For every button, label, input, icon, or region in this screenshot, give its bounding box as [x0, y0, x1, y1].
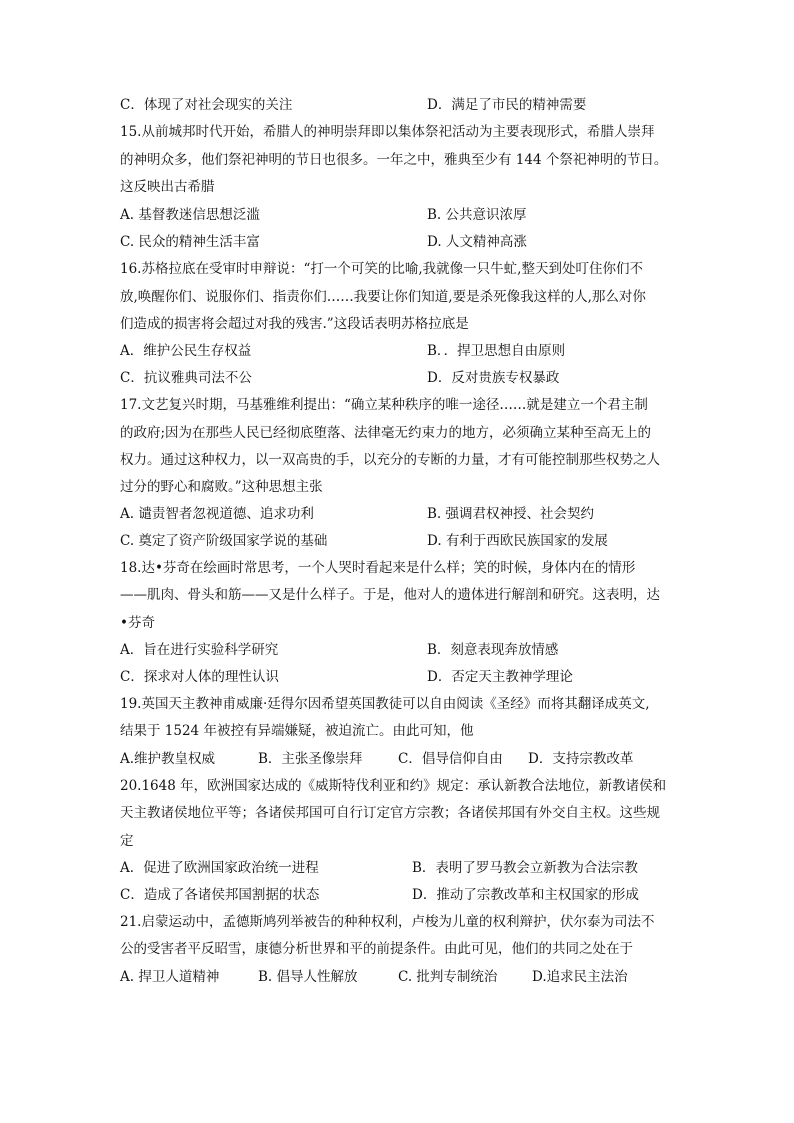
q21-option-d: D.追求民主法治 — [532, 969, 628, 985]
q18-stem-line: 18.达•芬奇在绘画时常思考，一个人哭时看起来是什么样；笑的时候，身体内在的情形 — [120, 560, 636, 576]
q16-stem-line: 16.苏格拉底在受审时申辩说：“打一个可笑的比喻,我就像一只牛虻,整天到处叮住你们不 — [120, 261, 643, 277]
q18-stem-line: ——肌肉、骨头和筋——又是什么样子。于是，他对人的遗体进行解剖和研究。这表明，达 — [120, 587, 660, 603]
q16-stem-line: 们造成的损害将会超过对我的残害.”这段话表明苏格拉底是 — [120, 316, 469, 332]
q17-option-b: B. 强调君权神授、社会契约 — [427, 506, 595, 522]
q15-stem-line: 15.从前城邦时代开始，希腊人的神明崇拜即以集体祭祀活动为主要表现形式，希腊人崇拜 — [120, 124, 655, 140]
q19-stem-line: 19.英国天主教神甫威廉·廷得尔因希望英国教徒可以自由阅读《圣经》而将其翻译成英文, — [120, 696, 650, 712]
q16-option-b: B．．捍卫思想自由原则 — [427, 343, 566, 359]
q17-stem-line: 的政府;因为在那些人民已经彻底堕落、法律毫无约束力的地方，必须确立某种至高无上的 — [120, 425, 652, 441]
q18-option-a: A．旨在进行实验科学研究 — [120, 642, 279, 658]
q21-stem-line: 21.启蒙运动中，孟德斯鸠列举被告的种种权利，卢梭为儿童的权利辩护，伏尔泰为司法不 — [120, 914, 655, 930]
q16-option-a: A．维护公民生存权益 — [120, 343, 252, 359]
q19-option-a: A.维护教皇权威 — [120, 751, 216, 767]
q15-option-b: B. 公共意识浓厚 — [427, 207, 527, 223]
q19-option-c: C．倡导信仰自由 — [398, 751, 503, 767]
q21-option-a: A. 捍卫人道精神 — [120, 969, 220, 985]
q16-stem-line: 放,唤醒你们、说服你们、指责你们……我要让你们知道,要是杀死像我这样的人,那么对你 — [120, 289, 646, 305]
q14-option-d: D．满足了市民的精神需要 — [427, 97, 587, 113]
q19-option-b: B．主张圣像崇拜 — [258, 751, 363, 767]
q20-stem-line: 20.1648 年，欧洲国家达成的《威斯特伐利亚和约》规定：承认新教合法地位，新教诸侯和 — [120, 778, 667, 794]
q19-stem-line: 结果于 1524 年被控有异端嫌疑，被迫流亡。由此可知，他 — [120, 723, 474, 739]
q18-option-c: C．探求对人体的理性认识 — [120, 669, 279, 685]
q17-stem-line: 17.文艺复兴时期，马基雅维利提出：“确立某种秩序的唯一途径……就是建立一个君主制 — [120, 397, 648, 413]
q15-option-a: A. 基督教迷信思想泛滥 — [120, 207, 260, 223]
q20-option-b: B．表明了罗马教会立新教为合法宗教 — [412, 860, 638, 876]
q19-option-d: D．支持宗教改革 — [528, 751, 634, 767]
q15-stem-line: 这反映出古希腊 — [120, 179, 215, 195]
q17-stem-line: 过分的野心和腐败。”这种思想主张 — [120, 479, 323, 495]
q16-option-d: D．反对贵族专权暴政 — [427, 370, 560, 386]
q18-stem-line: •芬奇 — [120, 615, 155, 631]
q21-option-c: C. 批判专制统治 — [398, 969, 498, 985]
q20-option-c: C．造成了各诸侯邦国割据的状态 — [120, 887, 320, 903]
q15-stem-line: 的神明众多，他们祭祀神明的节日也很多。一年之中，雅典至少有 144 个祭祀神明的节日。 — [120, 152, 668, 168]
q20-option-a: A．促进了欧洲国家政治统一进程 — [120, 860, 319, 876]
q18-option-b: B．刻意表现奔放情感 — [427, 642, 559, 658]
q15-option-c: C. 民众的精神生活丰富 — [120, 234, 260, 250]
q14-option-c: C．体现了对社会现实的关注 — [120, 97, 293, 113]
q18-option-d: D．否定天主教神学理论 — [427, 669, 573, 685]
q20-stem-line: 天主教诸侯地位平等；各诸侯邦国可自行订定官方宗教；各诸侯邦国有外交自主权。这些规 — [120, 805, 660, 821]
q20-option-d: D．推动了宗教改革和主权国家的形成 — [412, 887, 639, 903]
q17-option-d: D. 有利于西欧民族国家的发展 — [427, 533, 608, 549]
q15-option-d: D. 人文精神高涨 — [427, 234, 527, 250]
q21-option-b: B. 倡导人性解放 — [258, 969, 358, 985]
q20-stem-line: 定 — [120, 833, 134, 849]
q17-stem-line: 权力。通过这种权力，以一双高贵的手，以充分的专断的力量，才有可能控制那些权势之人 — [120, 452, 660, 468]
q21-stem-line: 公的受害者平反昭雪，康德分析世界和平的前提条件。由此可见，他们的共同之处在于 — [120, 941, 633, 957]
q16-option-c: C．抗议雅典司法不公 — [120, 370, 252, 386]
q17-option-a: A. 谴责智者忽视道德、追求功利 — [120, 506, 314, 522]
q17-option-c: C. 奠定了资产阶级国家学说的基础 — [120, 533, 328, 549]
